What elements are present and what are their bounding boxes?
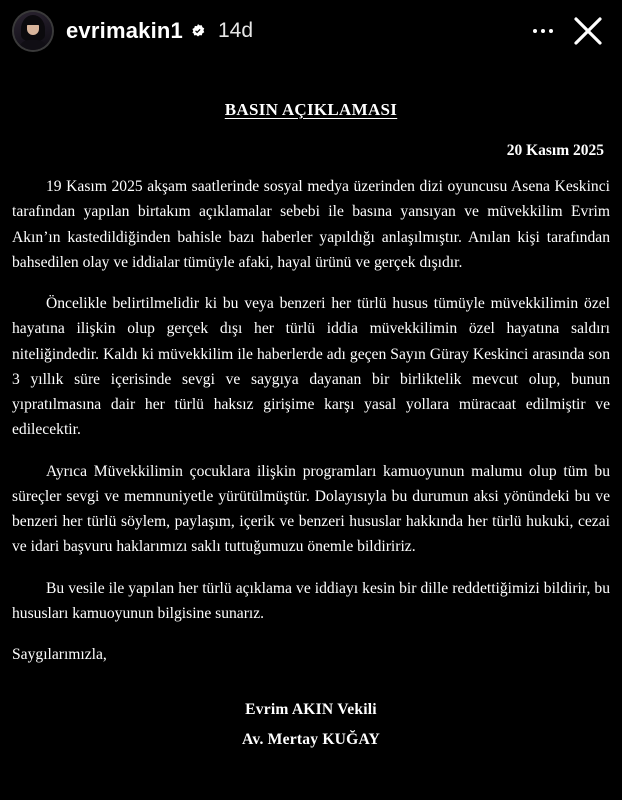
- story-header: [0, 0, 622, 62]
- close-icon[interactable]: [568, 11, 608, 51]
- document-closing: Saygılarımızla,: [12, 646, 107, 663]
- document-paragraph: 19 Kasım 2025 akşam saatlerinde sosyal medya üzerinden dizi oyuncusu Asena Keskinci tarafından yapılan birtakım açıklamalar sebebi ile basına yansıyan ve müvekkilim Evrim Akın’ın kastedildiğinden bahisle bazı haberler yapıldığı anlaşılmıştır. Anılan kişi tarafından bahsedilen olay ve iddialar tümüyle afaki, hayal ürünü ve gerçek dışıdır.: [12, 178, 610, 271]
- document-title: BASIN AÇIKLAMASI: [224, 100, 398, 119]
- avatar-fringe: [25, 19, 41, 25]
- signature-line: Av. Mertay KUĞAY: [242, 731, 380, 749]
- avatar[interactable]: [12, 10, 54, 52]
- username-group[interactable]: [66, 18, 206, 44]
- dot: [541, 29, 545, 33]
- document-date: 20 Kasım 2025: [506, 142, 604, 159]
- signature-line: Evrim AKIN Vekili: [245, 701, 377, 719]
- document-paragraph: Bu vesile ile yapılan her türlü açıklama ve iddiayı kesin bir dille reddettiğimizi bildirir, bu hususları kamuoyunun bilgisine sunarız.: [12, 579, 610, 622]
- avatar-body: [19, 40, 47, 50]
- more-options-icon[interactable]: [526, 14, 560, 48]
- username-label[interactable]: evrimakin1: [66, 18, 183, 43]
- dot: [549, 29, 553, 33]
- document-signature: [12, 701, 610, 749]
- avatar-image: [14, 12, 52, 50]
- document-paragraph: Ayrıca Müvekkilimin çocuklara ilişkin programları kamuoyunun malumu olup tüm bu süreçler sevgi ve memnuniyetle yürütülmüştür. Dolayısıyla bu durumun aksi yönündeki bu ve benzeri her türlü söylem, paylaşım, içerik ve benzeri hususlar hakkında her türlü hukuki, cezai ve idari başvuru haklarımızı saklı tuttuğumuzu önemle bildiririz.: [12, 462, 610, 556]
- press-statement-document: [0, 62, 622, 800]
- document-paragraph: Öncelikle belirtilmelidir ki bu veya benzeri her türlü husus tümüyle müvekkilimin özel hayatına ilişkin olup gerçek dışı her türlü iddia müvekkilimin özel hayatına saldırı niteliğindedir. Kaldı ki müvekkilim ile haberlerde adı geçen Sayın Güray Keskinci arasında son 3 yıllık süre içerisinde sevgi ve saygıya dayanan bir birliktelik mevcut olup, bunun yıpratılmasına dair her türlü haksız girişime karşı yasal yollara müracaat edilmiştir ve edilecektir.: [12, 295, 610, 439]
- verified-badge-icon: [190, 23, 206, 39]
- timestamp-label: 14d: [217, 19, 254, 42]
- dot: [533, 29, 537, 33]
